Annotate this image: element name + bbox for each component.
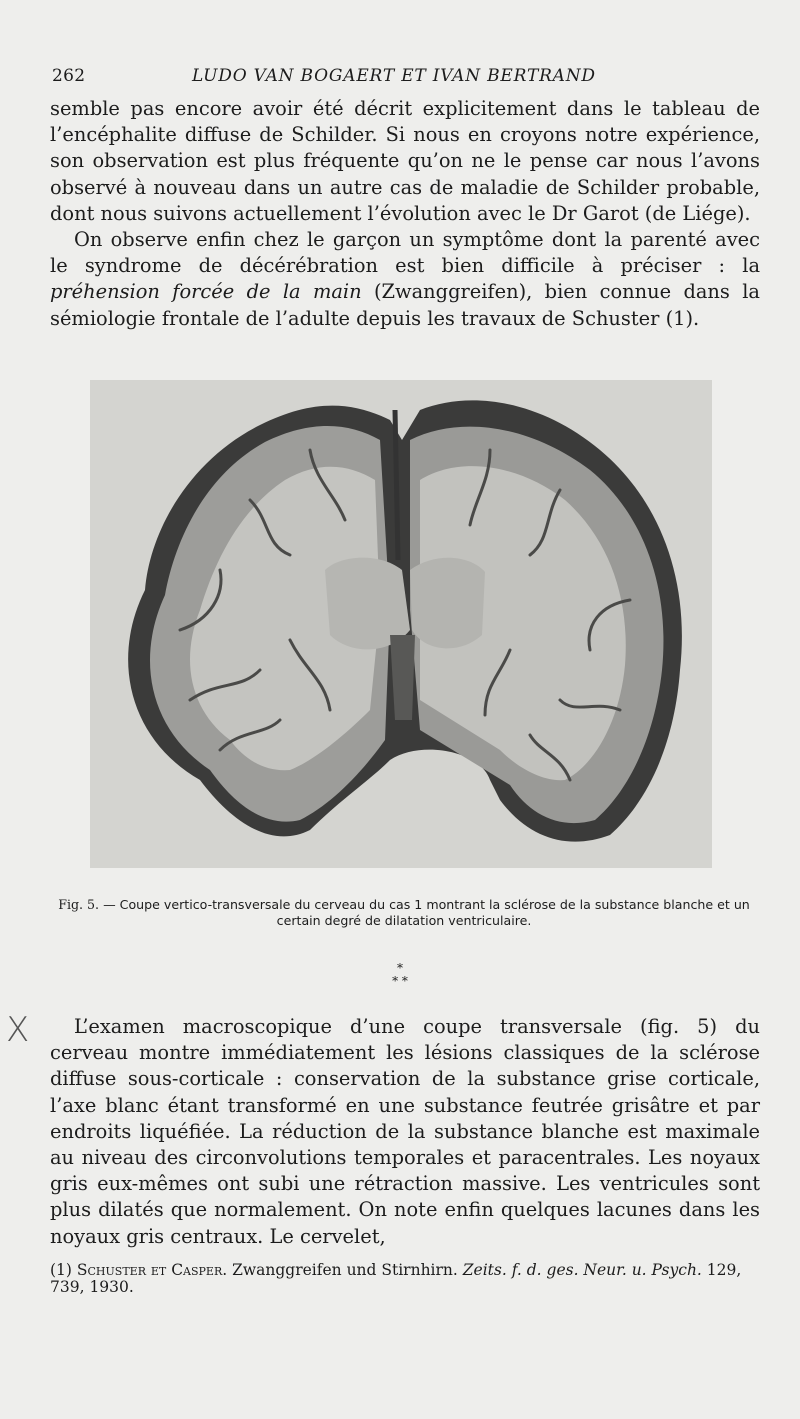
figure-caption-text: — Coupe vertico-transversale du cerveau du cas 1 montrant la sclérose de la substance blanche et un certain degré de dilatation ventriculaire. [99, 897, 750, 928]
section-break-asterisks [378, 962, 422, 988]
paragraph-2-before: On observe enfin chez le garçon un symptôme dont la parenté avec le syndrome de décérébration est bien difficile à préciser : la [50, 228, 760, 278]
asterisk-bottom: * * [392, 974, 408, 988]
footnote-marker: (1) [50, 1261, 77, 1279]
footnote-citation: 129, 739, 1930. [50, 1261, 742, 1296]
page-number: 262 [52, 66, 86, 86]
margin-annotation: X [6, 1010, 30, 1050]
paragraph-2-italic: préhension forcée de la main [50, 280, 362, 304]
paragraph-2 [50, 227, 760, 332]
footnote-authors: Schuster et Casper [76, 1261, 223, 1279]
body-text-bottom [50, 1014, 760, 1250]
figure-caption [48, 897, 760, 929]
footnote-title: . Zwanggreifen und Stirnhirn. [222, 1261, 463, 1279]
brain-section-image [90, 380, 712, 868]
figure-label: Fig. 5. [58, 897, 100, 912]
asterisk-top: * [397, 961, 403, 975]
brain-section-photograph [90, 380, 712, 868]
footnote-journal: Zeits. f. d. ges. Neur. u. Psych. [462, 1261, 702, 1279]
running-title: LUDO VAN BOGAERT ET IVAN BERTRAND [192, 66, 596, 86]
body-text-top [50, 96, 760, 332]
paragraph-3: L’examen macroscopique d’une coupe transversale (fig. 5) du cerveau montre immédiatement les lésions classiques de la sclérose diffuse sous-corticale : conservation de la substance grise corticale, l’axe blanc étant transformé en une substance feutrée grisâtre et par endroits liquéfiée. La réduction de la substance blanche est maximale au niveau des circonvolutions temporales et paracentrales. Les noyaux gris eux-mêmes ont subi une rétraction massive. Les ventricules sont plus dilatés que normalement. On note enfin quelques lacunes dans les noyaux gris centraux. Le cervelet, [50, 1015, 760, 1248]
paragraph-2-after: (Zwanggreifen), bien connue dans la sémiologie frontale de l’adulte depuis les travaux de Schuster (1). [50, 280, 760, 330]
footnote [50, 1262, 756, 1296]
paragraph-1: semble pas encore avoir été décrit explicitement dans le tableau de l’encéphalite diffuse de Schilder. Si nous en croyons notre expérience, son observation est plus fréquente qu’on ne le pense car nous l’avons observé à nouveau dans un autre cas de maladie de Schilder probable, dont nous suivons actuellement l’évolution avec le Dr Garot (de Liége). [50, 97, 760, 225]
